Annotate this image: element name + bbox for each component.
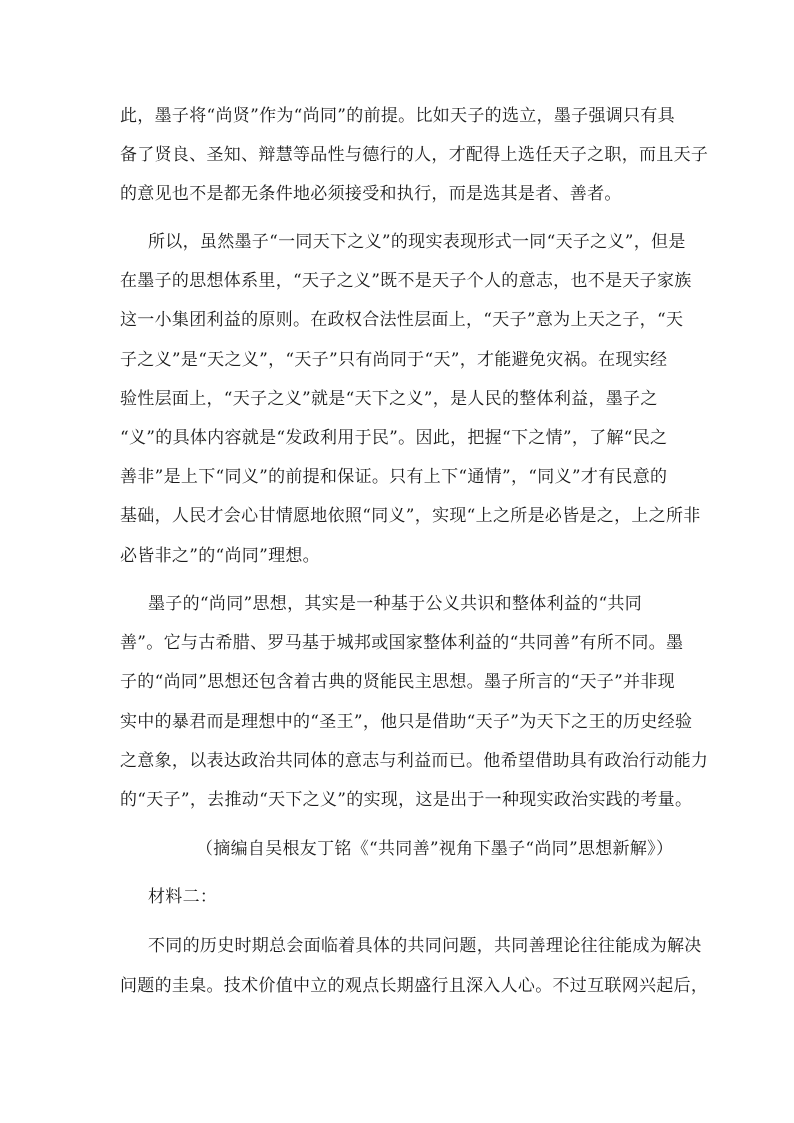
text-line: 必皆非之”的“尚同”理想。 <box>120 546 320 566</box>
text-line: 不同的历史时期总会面临着具体的共同问题，共同善理论往往能成为解决 <box>148 936 702 956</box>
text-line: 子的“尚同”思想还包含着古典的贤能民主思想。墨子所言的“天子”并非现 <box>120 672 675 692</box>
text-line: 此，墨子将“尚贤”作为“尚同”的前提。比如天子的选立，墨子强调只有具 <box>120 106 675 126</box>
text-line: 之意象，以表达政治共同体的意志与利益而已。他希望借助具有政治行动能力 <box>120 751 709 771</box>
text-line: 善”。它与古希腊、罗马基于城邦或国家整体利益的“共同善”有所不同。墨 <box>120 633 684 653</box>
text-line: 所以，虽然墨子“一同天下之义”的现实表现形式一同“天子之义”，但是 <box>148 232 686 252</box>
source-citation: （摘编自吴根友丁铭《“共同善”视角下墨子“尚同”思想新解》） <box>196 839 674 859</box>
text-line: “义”的具体内容就是“发政利用于民”。因此，把握“下之情”，了解“民之 <box>120 428 668 448</box>
text-line: 子之义”是“天之义”，“天子”只有尚同于“天”，才能避免灾祸。在现实经 <box>120 350 668 370</box>
text-line: 问题的圭臬。技术价值中立的观点长期盛行且深入人心。不过互联网兴起后， <box>120 976 709 996</box>
text-line: 墨子的“尚同”思想，其实是一种基于公义共识和整体利益的“共同 <box>148 594 643 614</box>
text-line: 实中的暴君而是理想中的“圣王”，他只是借助“天子”为天下之王的历史经验 <box>120 712 693 732</box>
text-line: 验性层面上，“天子之义”就是“天下之义”，是人民的整体利益，墨子之 <box>120 389 658 409</box>
text-line: 这一小集团利益的原则。在政权合法性层面上，“天子”意为上天之子，“天 <box>120 310 684 330</box>
text-line: 基础，人民才会心甘情愿地依照“同义”，实现“上之所是必皆是之，上之所非 <box>120 506 701 526</box>
text-line: 备了贤良、圣知、辩慧等品性与德行的人，才配得上选任天子之职，而且天子 <box>120 145 709 165</box>
text-line: 在墨子的思想体系里，“天子之义”既不是天子个人的意志，也不是天子家族 <box>120 271 692 291</box>
section-label: 材料二： <box>148 887 218 907</box>
text-line: 的“天子”，去推动“天下之义”的实现，这是出于一种现实政治实践的考量。 <box>120 790 693 810</box>
text-line: 善非”是上下“同义”的前提和保证。只有上下“通情”，“同义”才有民意的 <box>120 467 668 487</box>
text-line: 的意见也不是都无条件地必须接受和执行，而是选其是者、善者。 <box>120 184 622 204</box>
